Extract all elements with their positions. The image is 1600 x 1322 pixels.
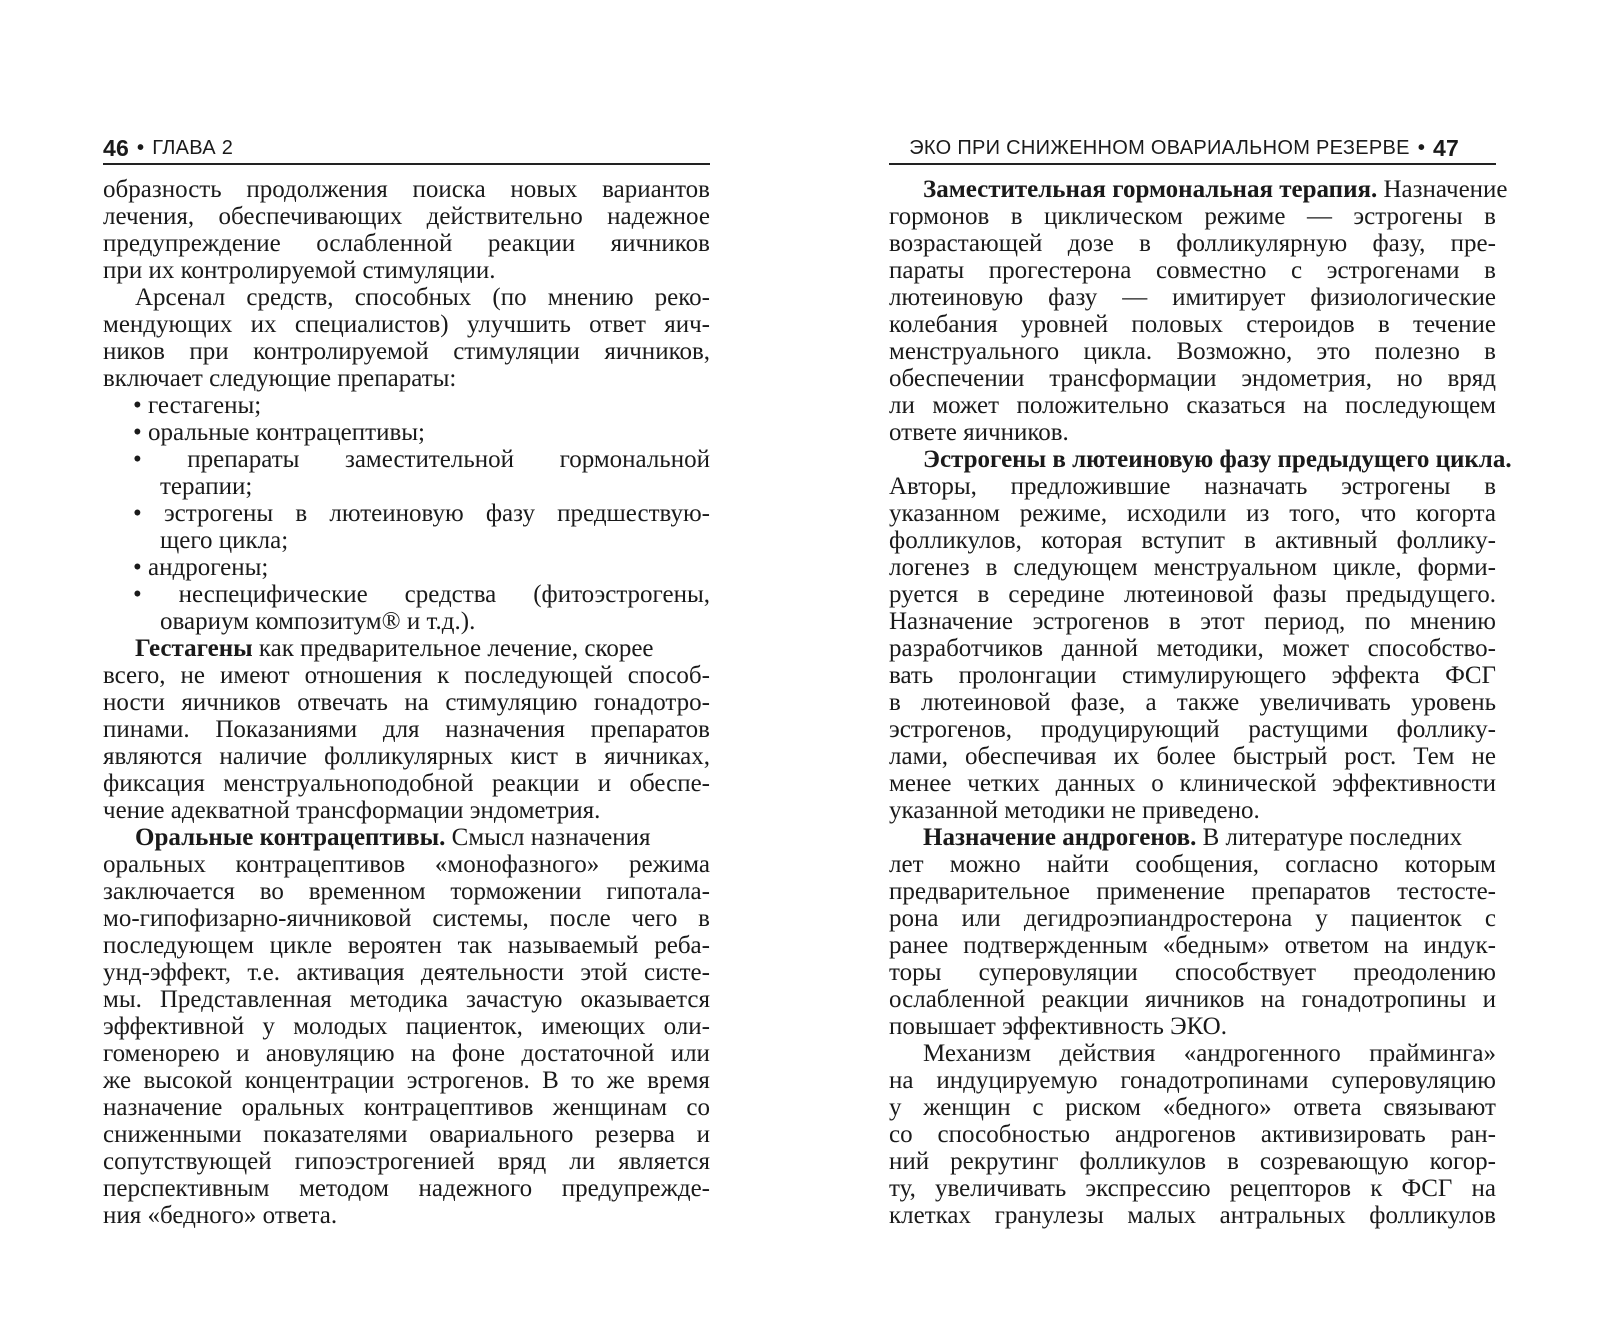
text-line: назначение оральных контрацептивов женщинам со xyxy=(103,1094,710,1121)
running-title: ГЛАВА 2 xyxy=(152,136,234,159)
text-line: ту, увеличивать экспрессию рецепторов к ФСГ на xyxy=(889,1175,1496,1202)
text-line: предварительное применение препаратов тестосте- xyxy=(889,878,1496,905)
paragraph-lead-line xyxy=(923,446,1512,473)
text-line: пинами. Показаниями для назначения препаратов xyxy=(103,716,710,743)
text-line: фиксация менструальноподобной реакции и обеспе- xyxy=(103,770,710,797)
term-gestagens: Гестагены xyxy=(135,635,253,662)
text-line: же высокой концентрации эстрогенов. В то же время xyxy=(103,1067,710,1094)
header-bullet: • xyxy=(136,136,145,159)
text-line: колебания уровней половых стероидов в течение xyxy=(889,311,1496,338)
text-line: эстрогенов, продуцирующий растущими фоллику- xyxy=(889,716,1496,743)
page-number: 47 xyxy=(1433,134,1459,161)
text-line: руется в середине лютеиновой фазы предыдущего. xyxy=(889,581,1496,608)
page-number: 46 xyxy=(103,134,129,161)
left-page-header xyxy=(103,134,233,162)
term-hrt: Заместительная гормональная терапия. xyxy=(923,176,1378,203)
text-line: Назначение эстрогенов в этот период, по мнению xyxy=(889,608,1496,635)
text-line: ний рекрутинг фолликулов в созревающую когор- xyxy=(889,1148,1496,1175)
text-line: Механизм действия «андрогенного прайминга» xyxy=(923,1040,1496,1067)
paragraph-lead-line xyxy=(923,176,1508,203)
text-line: перспективным методом надежного предупрежде- xyxy=(103,1175,710,1202)
text-line: мендующих их специалистов) улучшить ответ яич- xyxy=(103,311,710,338)
text-line: эффективной у молодых пациенток, имеющих оли- xyxy=(103,1013,710,1040)
list-item: • препараты заместительной гормональной xyxy=(133,446,710,473)
text-line: возрастающей дозе в фолликулярную фазу, пре- xyxy=(889,230,1496,257)
text-line: оральных контрацептивов «монофазного» режима xyxy=(103,851,710,878)
text-line: рона или дегидроэпиандростерона у пациенток с xyxy=(889,905,1496,932)
text-line: ности яичников отвечать на стимуляцию гонадотро- xyxy=(103,689,710,716)
text-line: указанной методики не приведено. xyxy=(889,797,1260,824)
text-line: лет можно найти сообщения, согласно которым xyxy=(889,851,1496,878)
text-line: сниженными показателями овариального резерва и xyxy=(103,1121,710,1148)
text-line: торы суперовуляции способствует преодолению xyxy=(889,959,1496,986)
text-line: клетках гранулезы малых антральных фолликулов xyxy=(889,1202,1496,1229)
text-run: как предварительное лечение, скорее xyxy=(252,635,654,662)
header-rule xyxy=(889,163,1496,165)
paragraph-lead-line xyxy=(923,824,1496,851)
list-item-continuation: овариум композитум® и т.д.). xyxy=(160,608,476,635)
text-line: всего, не имеют отношения к последующей способ- xyxy=(103,662,710,689)
text-line: образность продолжения поиска новых вариантов xyxy=(103,176,710,203)
text-line: ния «бедного» ответа. xyxy=(103,1202,338,1229)
text-line: в лютеиновой фазе, а также увеличивать уровень xyxy=(889,689,1496,716)
text-run: Назначение xyxy=(1377,176,1508,203)
text-line: ответе яичников. xyxy=(889,419,1069,446)
list-item: • оральные контрацептивы; xyxy=(133,419,426,446)
text-line: предупреждение ослабленной реакции яичников xyxy=(103,230,710,257)
text-line: сопутствующей гипоэстрогенией вряд ли является xyxy=(103,1148,710,1175)
header-rule xyxy=(103,163,710,165)
list-item: • андрогены; xyxy=(133,554,269,581)
list-item-continuation: щего цикла; xyxy=(160,527,289,554)
term-estrogens-luteal: Эстрогены в лютеиновую фазу предыдущего цикла. xyxy=(923,446,1512,473)
list-item: • эстрогены в лютеиновую фазу предшествую- xyxy=(133,500,710,527)
paragraph-lead-line xyxy=(135,635,710,662)
text-line: ослабленной реакции яичников на гонадотропины и xyxy=(889,986,1496,1013)
text-line: ранее подтвержденным «бедным» ответом на индук- xyxy=(889,932,1496,959)
running-title: ЭКО ПРИ СНИЖЕННОМ ОВАРИАЛЬНОМ РЕЗЕРВЕ xyxy=(909,136,1410,159)
text-run: Смысл назначения xyxy=(445,824,651,851)
text-line: указанном режиме, исходили из того, что когорта xyxy=(889,500,1496,527)
text-line: чение адекватной трансформации эндометрия. xyxy=(103,797,601,824)
text-run: В литературе последних xyxy=(1196,824,1463,851)
text-line: логенез в следующем менструальном цикле, форми- xyxy=(889,554,1496,581)
text-line: менструального цикла. Возможно, это полезно в xyxy=(889,338,1496,365)
right-page xyxy=(800,0,1600,1322)
text-line: менее четких данных о клинической эффективности xyxy=(889,770,1496,797)
list-item: • гестагены; xyxy=(133,392,262,419)
text-line: гоменорею и ановуляцию на фоне достаточной или xyxy=(103,1040,710,1067)
text-line: ников при контролируемой стимуляции яичников, xyxy=(103,338,710,365)
term-androgens: Назначение андрогенов. xyxy=(923,824,1197,851)
text-line: разработчиков данной методики, может способство- xyxy=(889,635,1496,662)
text-line: являются наличие фолликулярных кист в яичниках, xyxy=(103,743,710,770)
text-line: гормонов в циклическом режиме — эстрогены в xyxy=(889,203,1496,230)
paragraph-lead-line xyxy=(135,824,710,851)
text-line: лечения, обеспечивающих действительно надежное xyxy=(103,203,710,230)
text-line: повышает эффективность ЭКО. xyxy=(889,1013,1227,1040)
text-line: при их контролируемой стимуляции. xyxy=(103,257,496,284)
text-line: на индуцируемую гонадотропинами суперовуляцию xyxy=(889,1067,1496,1094)
text-line: параты прогестерона совместно с эстрогенами в xyxy=(889,257,1496,284)
text-line: мы. Представленная методика зачастую оказывается xyxy=(103,986,710,1013)
text-line: унд-эффект, т.е. активация деятельности этой систе- xyxy=(103,959,710,986)
text-line: обеспечении трансформации эндометрия, но вряд xyxy=(889,365,1496,392)
header-bullet: • xyxy=(1417,136,1426,159)
list-item: • неспецифические средства (фитоэстрогены, xyxy=(133,581,710,608)
text-line: ли может положительно сказаться на последующем xyxy=(889,392,1496,419)
text-line: включает следующие препараты: xyxy=(103,365,457,392)
text-line: у женщин с риском «бедного» ответа связывают xyxy=(889,1094,1496,1121)
right-page-header xyxy=(909,134,1459,162)
text-line: Арсенал средств, способных (по мнению реко- xyxy=(135,284,710,311)
text-line: последующем цикле вероятен так называемый реба- xyxy=(103,932,710,959)
text-line: лами, обеспечивая их более быстрый рост. Тем не xyxy=(889,743,1496,770)
text-line: лютеиновую фазу — имитирует физиологические xyxy=(889,284,1496,311)
term-oral-contraceptives: Оральные контрацептивы. xyxy=(135,824,446,851)
list-item-continuation: терапии; xyxy=(160,473,253,500)
text-line: Авторы, предложившие назначать эстрогены в xyxy=(889,473,1496,500)
text-line: фолликулов, которая вступит в активный фоллику- xyxy=(889,527,1496,554)
text-line: вать пролонгации стимулирующего эффекта ФСГ xyxy=(889,662,1496,689)
text-line: со способностью андрогенов активизировать ран- xyxy=(889,1121,1496,1148)
text-line: мо-гипофизарно-яичниковой системы, после чего в xyxy=(103,905,710,932)
text-line: заключается во временном торможении гипотала- xyxy=(103,878,710,905)
